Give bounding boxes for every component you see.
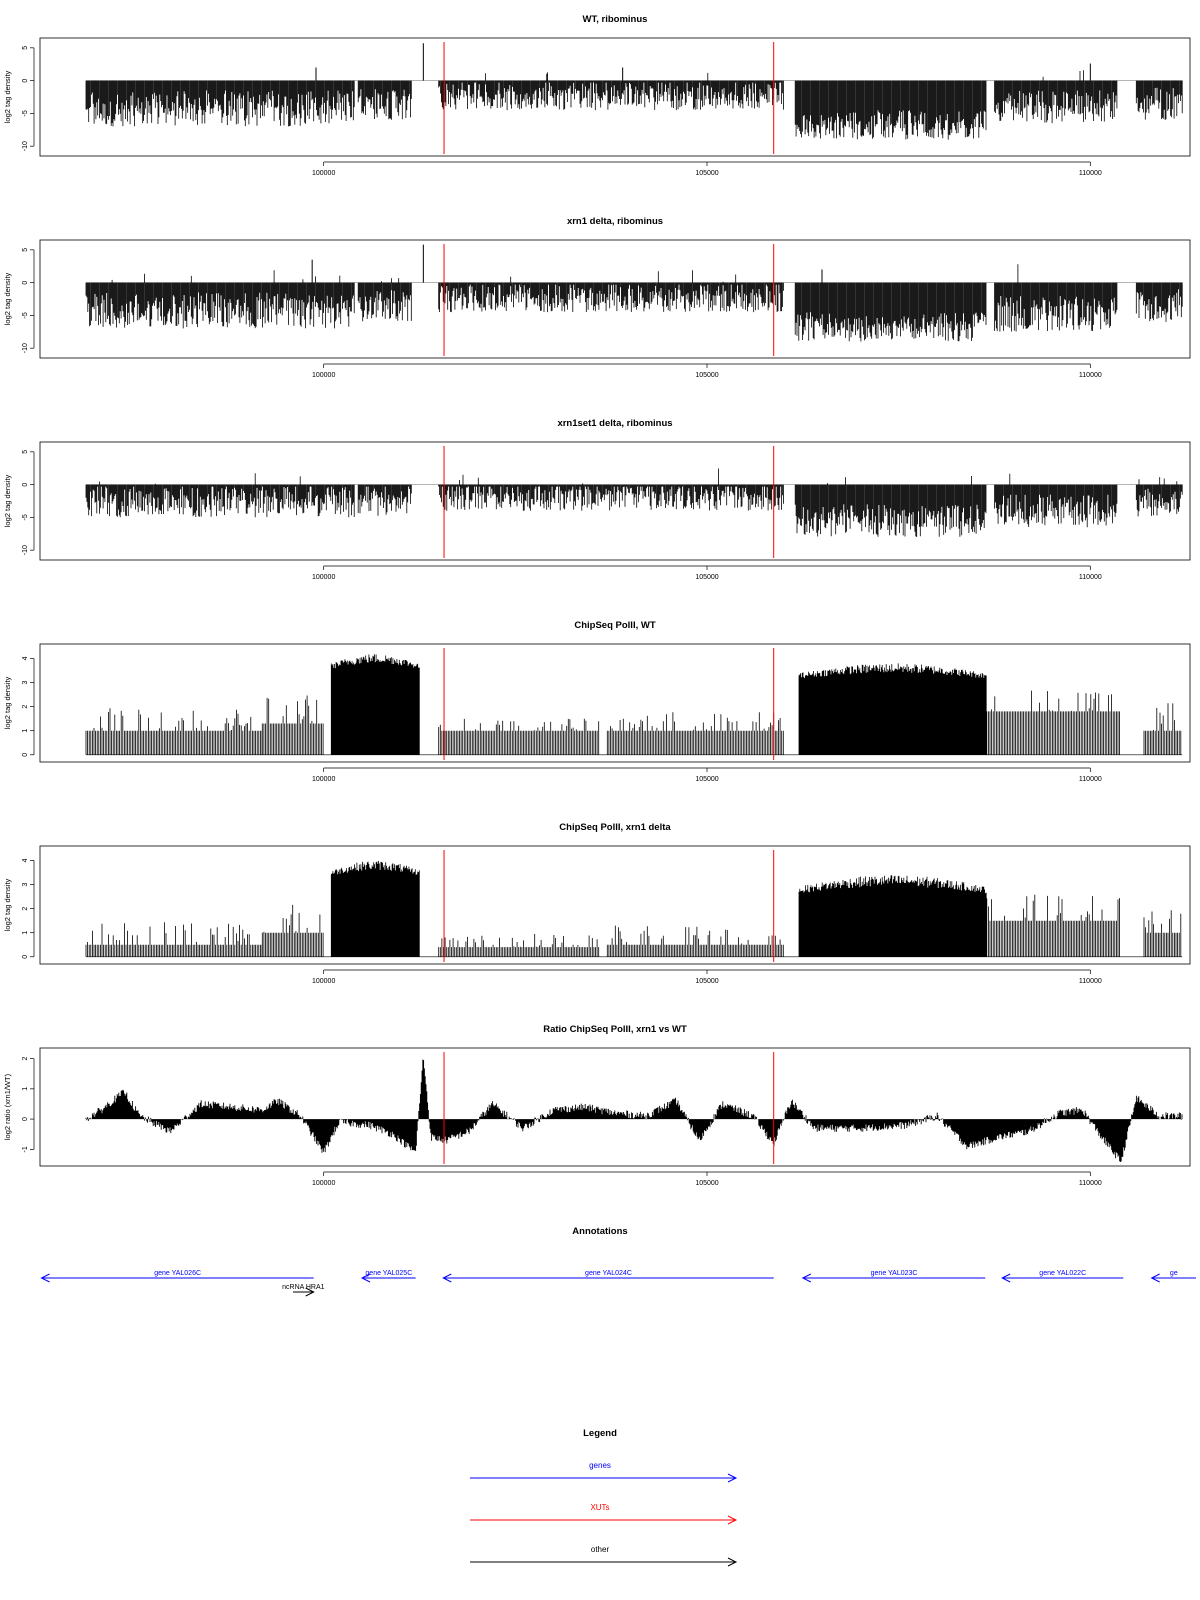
panel-4 [3, 822, 1190, 985]
y-axis-label: log2 ratio (xrn1/WT) [3, 1073, 12, 1141]
legend-title: Legend [583, 1428, 617, 1439]
annotations-title: Annotations [572, 1226, 628, 1237]
y-tick-label: 5 [22, 45, 29, 50]
y-axis-label: log2 tag density [3, 70, 12, 124]
y-tick-label: 2 [22, 906, 29, 911]
x-tick-label: 110000 [1078, 574, 1102, 581]
x-tick-label: 110000 [1078, 372, 1102, 379]
y-tick-label: -10 [22, 343, 29, 354]
y-tick-label: -5 [22, 312, 29, 319]
y-tick-label: 1 [22, 930, 29, 935]
x-tick-label: 110000 [1078, 170, 1102, 177]
y-tick-label: -5 [22, 514, 29, 521]
panel-1 [3, 216, 1190, 379]
legend-label: other [590, 1545, 610, 1554]
x-tick-label: 100000 [311, 776, 336, 783]
data-bars [86, 469, 1182, 538]
panel-title: Ratio ChipSeq PolII, xrn1 vs WT [543, 1024, 687, 1035]
y-axis-label: log2 tag density [3, 474, 12, 528]
y-tick-label: 0 [22, 752, 29, 757]
y-tick-label: 0 [22, 954, 29, 959]
y-tick-label: 1 [22, 728, 29, 733]
y-tick-label: 5 [22, 449, 29, 454]
panel-title: ChipSeq PolII, WT [574, 620, 656, 631]
x-tick-label: 110000 [1078, 1180, 1102, 1187]
y-tick-label: 0 [22, 78, 29, 83]
y-tick-label: 3 [22, 882, 29, 887]
y-tick-label: -10 [22, 141, 29, 152]
x-tick-label: 110000 [1078, 776, 1102, 783]
y-tick-label: -1 [22, 1146, 29, 1153]
y-tick-label: 0 [22, 280, 29, 285]
panel-title: ChipSeq PolII, xrn1 delta [559, 822, 671, 833]
ratio-bars [86, 1060, 1182, 1162]
legend [470, 1428, 736, 1566]
y-tick-label: 0 [22, 1117, 29, 1122]
x-tick-label: 100000 [311, 170, 336, 177]
data-bars [86, 861, 1181, 957]
x-tick-label: 105000 [695, 978, 719, 985]
x-tick-label: 100000 [311, 372, 336, 379]
y-tick-label: 5 [22, 247, 29, 252]
panel-title: xrn1set1 delta, ribominus [557, 418, 673, 429]
panel-title: WT, ribominus [582, 14, 648, 25]
x-tick-label: 100000 [311, 978, 336, 985]
x-tick-label: 105000 [695, 1180, 719, 1187]
legend-label: XUTs [590, 1503, 610, 1512]
legend-label: genes [589, 1461, 611, 1470]
data-bars [86, 264, 1182, 341]
y-tick-label: 4 [22, 656, 29, 661]
data-bars [86, 70, 1182, 139]
panel-5 [3, 1024, 1190, 1187]
x-tick-label: 110000 [1078, 978, 1102, 985]
annotations-track [42, 1226, 1196, 1296]
data-bars [86, 654, 1181, 754]
feature-label: gene YAL022C [1039, 1270, 1087, 1277]
y-tick-label: 0 [22, 482, 29, 487]
x-tick-label: 100000 [311, 574, 336, 581]
y-tick-label: 2 [22, 704, 29, 709]
x-tick-label: 105000 [695, 170, 719, 177]
y-axis-label: log2 tag density [3, 878, 12, 932]
feature-label: ge [1169, 1270, 1178, 1277]
x-tick-label: 105000 [695, 372, 719, 379]
feature-label: gene YAL026C [154, 1270, 202, 1277]
x-tick-label: 105000 [695, 574, 719, 581]
y-axis-label: log2 tag density [3, 272, 12, 326]
plot-frame [40, 1048, 1190, 1166]
y-tick-label: 2 [22, 1056, 29, 1061]
y-tick-label: 4 [22, 858, 29, 863]
y-axis-label: log2 tag density [3, 676, 12, 730]
y-tick-label: 3 [22, 680, 29, 685]
y-tick-label: -5 [22, 110, 29, 117]
feature-label: gene YAL023C [870, 1270, 918, 1277]
panel-title: xrn1 delta, ribominus [566, 216, 664, 227]
panel-0 [3, 14, 1190, 177]
feature-label: ncRNA HRA1 [282, 1284, 325, 1291]
feature-label: gene YAL025C [365, 1270, 413, 1277]
panel-2 [3, 418, 1190, 581]
y-tick-label: -10 [22, 545, 29, 556]
y-tick-label: 1 [22, 1086, 29, 1091]
x-tick-label: 100000 [311, 1180, 336, 1187]
feature-label: gene YAL024C [585, 1270, 632, 1277]
x-tick-label: 105000 [695, 776, 719, 783]
panel-3 [3, 620, 1190, 783]
